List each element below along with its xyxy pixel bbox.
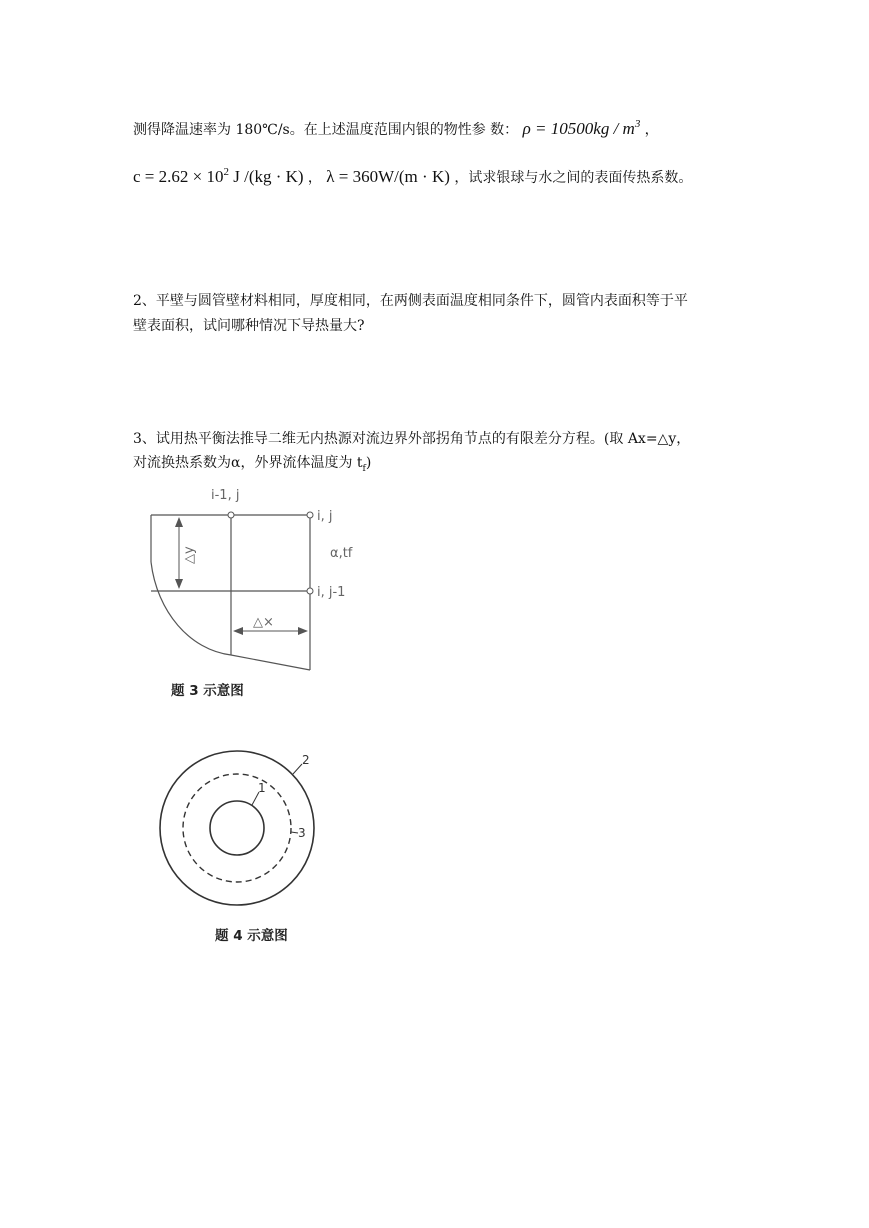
q2-line-2: 壁表面积，试问哪种情况下导热量大? — [133, 318, 365, 334]
lambda-formula: λ = 360W/(m · K) — [326, 167, 450, 186]
q1-line-1 — [133, 118, 659, 139]
c-expr: c = 2.62 × 10 — [133, 167, 224, 186]
rho-expr: ρ = 10500kg / m — [522, 119, 635, 138]
dy-arrow-bottom — [175, 579, 183, 589]
label-i-1-j: i-1, j — [211, 488, 240, 503]
q3-line-2 — [133, 452, 371, 474]
dx-arrow-right — [298, 627, 308, 635]
c-formula — [133, 167, 308, 186]
label-alpha-tf: α,tf — [330, 546, 353, 561]
leader-2 — [293, 764, 302, 774]
q3-line-1: 3、试用热平衡法推导二维无内热源对流边界外部拐角节点的有限差分方程。(取 Ax=△y， — [133, 431, 691, 447]
q3-line2-prefix: 对流换热系数为α，外界流体温度为 t — [133, 455, 363, 471]
dashed-circle — [183, 774, 291, 882]
rho-formula — [523, 119, 645, 138]
c-unit: J /(kg · K) — [228, 167, 304, 186]
dy-arrow-top — [175, 517, 183, 527]
dy-label: △y — [182, 546, 197, 564]
label-2: 2 — [302, 753, 310, 767]
q1-line2-suffix: ，试求银球与水之间的表面传热系数。 — [454, 170, 693, 186]
figure-3-caption: 题 3 示意图 — [171, 683, 244, 699]
label-1: 1 — [258, 781, 266, 795]
rho-exponent: 3 — [634, 118, 641, 130]
node-i-j-1 — [307, 588, 313, 594]
leader-3 — [291, 832, 298, 833]
c-exponent: 2 — [223, 166, 229, 178]
label-i-j-1: i, j-1 — [317, 585, 346, 600]
q1-separator: ， — [307, 170, 322, 186]
label-i-j: i, j — [317, 509, 333, 524]
q3-line2-suffix: ) — [365, 455, 372, 471]
node-i-1-j — [228, 512, 234, 518]
node-i-j — [307, 512, 313, 518]
q1-line1-suffix: ， — [644, 122, 659, 138]
figure-4-caption: 题 4 示意图 — [215, 928, 288, 944]
dx-arrow-left — [233, 627, 243, 635]
q1-line-2 — [133, 166, 692, 187]
dx-label: △× — [253, 615, 274, 630]
q1-text-prefix: 测得降温速率为 180℃/s。在上述温度范围内银的物性参 数： — [133, 122, 519, 138]
label-3: 3 — [298, 826, 306, 840]
tf-subscript: f — [362, 463, 366, 474]
inner-circle — [210, 801, 264, 855]
q2-line-1: 2、平壁与圆管壁材料相同，厚度相同，在两侧表面温度相同条件下，圆管内表面积等于平 — [133, 293, 688, 309]
figure-4-diagram — [156, 742, 326, 912]
figure-3-diagram — [145, 482, 375, 682]
